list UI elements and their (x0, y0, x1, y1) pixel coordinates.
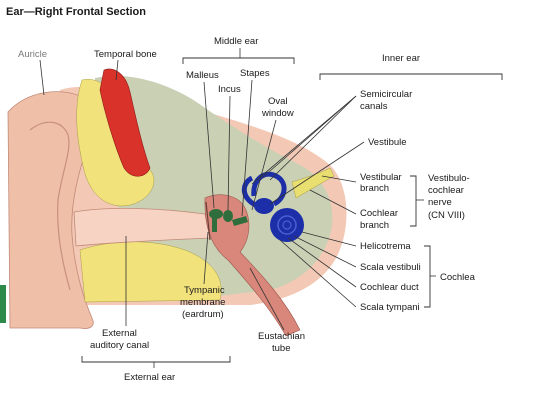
label-tympanic-3: (eardrum) (182, 309, 224, 320)
label-cochlear-branch-1: Cochlear (360, 208, 399, 219)
label-semicircular-1: Semicircular (360, 89, 413, 100)
label-vestibular-branch-2: branch (360, 183, 390, 194)
label-tympanic-1: Tympanic (184, 285, 225, 296)
label-cochlear-duct: Cochlear duct (360, 282, 419, 293)
label-cochlea: Cochlea (440, 272, 475, 283)
label-nerve-4: (CN VIII) (428, 210, 465, 221)
label-scala-tympani: Scala tympani (360, 302, 420, 313)
label-eustachian-2: tube (272, 343, 291, 354)
label-auricle: Auricle (18, 49, 48, 60)
label-external-ear: External ear (124, 372, 176, 383)
label-external-canal-2: auditory canal (90, 340, 150, 351)
label-malleus: Malleus (186, 70, 219, 81)
label-middle-ear: Middle ear (214, 36, 259, 47)
label-cochlear-branch-2: branch (360, 220, 390, 231)
label-oval-window-2: window (262, 108, 294, 119)
label-nerve-2: cochlear (428, 185, 464, 196)
label-eustachian-1: Eustachian (258, 331, 306, 342)
label-vestibule: Vestibule (368, 137, 407, 148)
label-nerve-1: Vestibulo- (428, 173, 470, 184)
label-semicircular-2: canals (360, 101, 388, 112)
label-temporal-bone: Temporal bone (94, 49, 157, 60)
label-vestibular-branch-1: Vestibular (360, 172, 402, 183)
label-stapes: Stapes (240, 68, 270, 79)
label-oval-window-1: Oval (268, 96, 288, 107)
label-inner-ear: Inner ear (382, 53, 421, 64)
label-helicotrema: Helicotrema (360, 241, 411, 252)
page-tab (0, 285, 6, 323)
label-tympanic-2: membrane (180, 297, 226, 308)
label-nerve-3: nerve (428, 197, 452, 208)
label-scala-vestibuli: Scala vestibuli (360, 262, 421, 273)
label-external-canal-1: External (102, 328, 137, 339)
diagram-title: Ear—Right Frontal Section (6, 6, 146, 18)
label-incus: Incus (218, 84, 241, 95)
